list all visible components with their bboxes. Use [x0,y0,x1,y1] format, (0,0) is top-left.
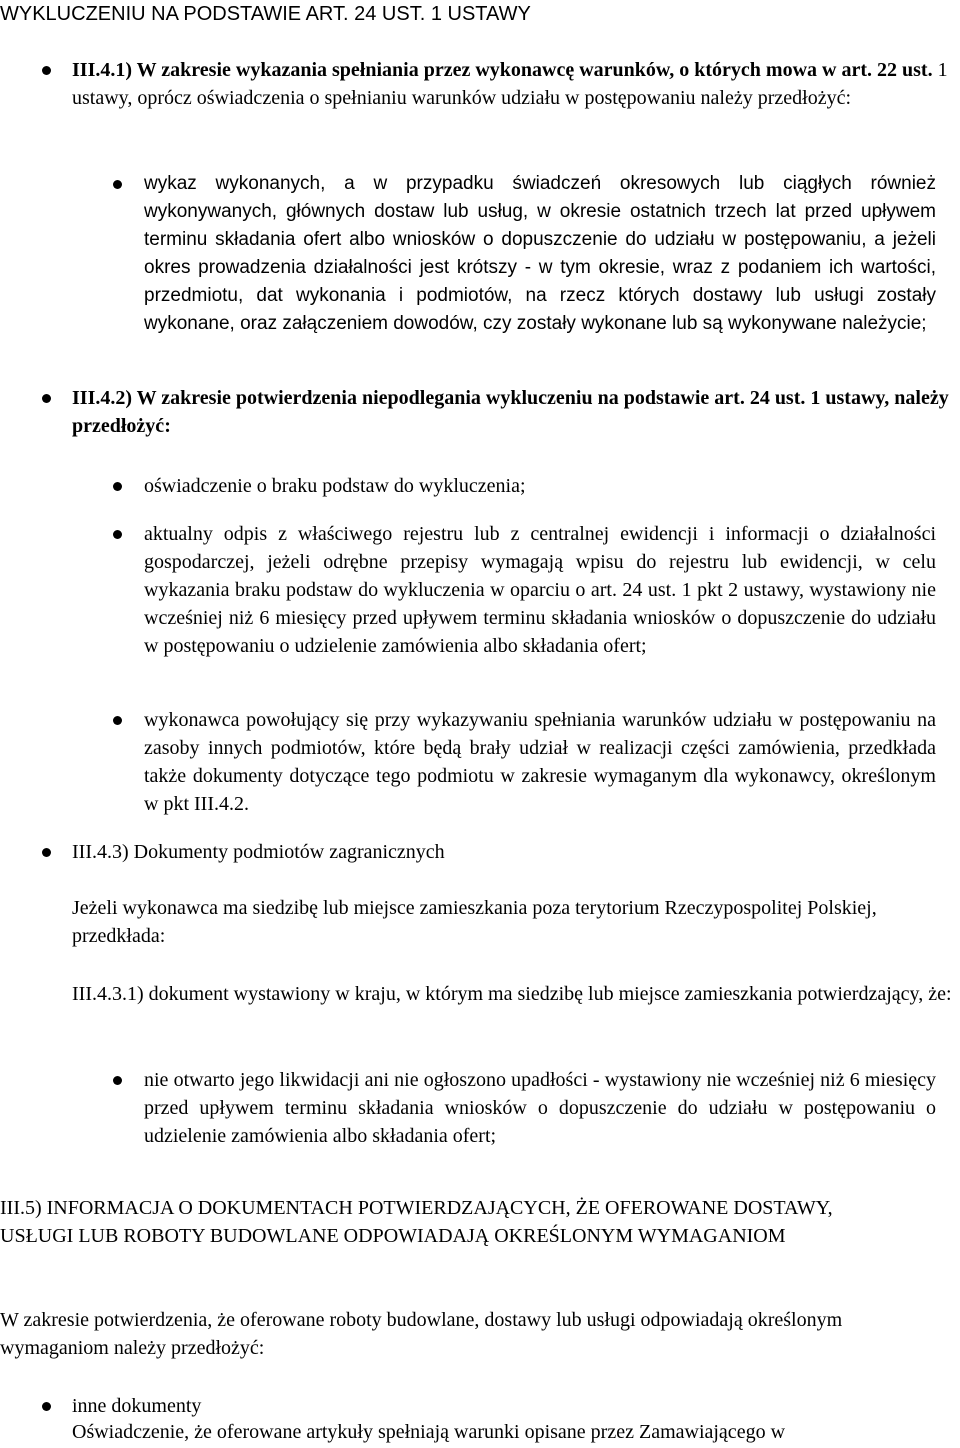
bullet-icon [42,66,51,75]
list-item: aktualny odpis z właściwego rejestru lub z centralnej ewidencji i informacji o działalności gospodarczej, jeżeli odrębne przepisy wymagają wpisu do rejestru lub ewidencji, w celu wykazania braku podstaw do wykluczenia w oparciu o art. 24 ust. 1 pkt 2 ustawy, wystawiony nie wcześniej niż 6 miesięcy przed upływem terminu składania wniosków o dopuszczenie do udziału w postępowaniu o udzielenie zamówienia albo składania ofert; [144,523,936,657]
bullet-icon [113,716,122,725]
list-item: wykaz wykonanych, a w przypadku świadczeń okresowych lub ciągłych również wykonywanych, głównych dostaw lub usług, w okresie ostatnich trzech lat przed upływem terminu składania ofert albo wniosków o dopuszczenie do udziału w postępowaniu, a jeżeli okres prowadzenia działalności jest krótszy - w tym okresie, wraz z podaniem ich wartości, przedmiotu, dat wykonania i podmiotów, na rzecz których dostawy lub usługi zostały wykonane, oraz załączeniem dowodów, czy zostały wykonane lub są wykonywane należycie; [144,173,936,334]
list-item: wykonawca powołujący się przy wykazywaniu spełniania warunków udziału w postępowaniu na zasoby innych podmiotów, które będą brały udział w realizacji części zamówienia, przedkłada także dokumenty dotyczące tego podmiotu w zakresie wymaganym dla wykonawcy, określonym w pkt III.4.2. [144,709,936,815]
section-iii-4-1-heading-normal: 1 ustawy, oprócz oświadczenia o spełnianiu warunków udziału w postępowaniu należy przedłożyć: [72,59,948,109]
bullet-icon [42,1402,51,1411]
bullet-icon [113,530,122,539]
section-iii-4-2-heading: III.4.2) W zakresie potwierdzenia niepodlegania wykluczeniu na podstawie art. 24 ust. 1 ustawy, należy przedłożyć: [72,387,949,437]
section-iii-4-3-1-heading: III.4.3.1) dokument wystawiony w kraju, w którym ma siedzibę lub miejsce zamieszkania potwierdzający, że: [72,983,952,1005]
section-iii-4-1-heading [72,56,950,112]
bullet-icon [113,180,122,189]
list-item: nie otwarto jego likwidacji ani nie ogłoszono upadłości - wystawiony nie wcześniej niż 6 miesięcy przed upływem terminu składania wniosków o dopuszczenie do udziału w postępowaniu o udzielenie zamówienia albo składania ofert; [144,1069,936,1147]
bullet-icon [42,848,51,857]
list-item: oświadczenie o braku podstaw do wykluczenia; [144,475,526,497]
page-header-title: WYKLUCZENIU NA PODSTAWIE ART. 24 UST. 1 USTAWY [0,3,531,25]
section-iii-4-1-heading-bold: III.4.1) W zakresie wykazania spełniania przez wykonawcę warunków, o których mowa w art. 22 ust. [72,59,933,81]
section-iii-5-intro: W zakresie potwierdzenia, że oferowane roboty budowlane, dostawy lub usługi odpowiadają określonym wymaganiom należy przedłożyć: [0,1309,843,1359]
bullet-icon [113,482,122,491]
section-iii-4-3-intro: Jeżeli wykonawca ma siedzibę lub miejsce zamieszkania poza terytorium Rzeczypospolitej Polskiej, przedkłada: [72,897,877,947]
section-iii-5-item-title: inne dokumenty [72,1395,202,1417]
bullet-icon [113,1076,122,1085]
section-iii-4-3-heading: III.4.3) Dokumenty podmiotów zagranicznych [72,841,445,863]
bullet-icon [42,394,51,403]
section-iii-5-heading: III.5) INFORMACJA O DOKUMENTACH POTWIERDZAJĄCYCH, ŻE OFEROWANE DOSTAWY, USŁUGI LUB ROBOTY BUDOWLANE ODPOWIADAJĄ OKREŚLONYM WYMAGANIOM [0,1197,833,1247]
section-iii-5-item-text: Oświadczenie, że oferowane artykuły spełniają warunki opisane przez Zamawiającego w [72,1421,786,1443]
